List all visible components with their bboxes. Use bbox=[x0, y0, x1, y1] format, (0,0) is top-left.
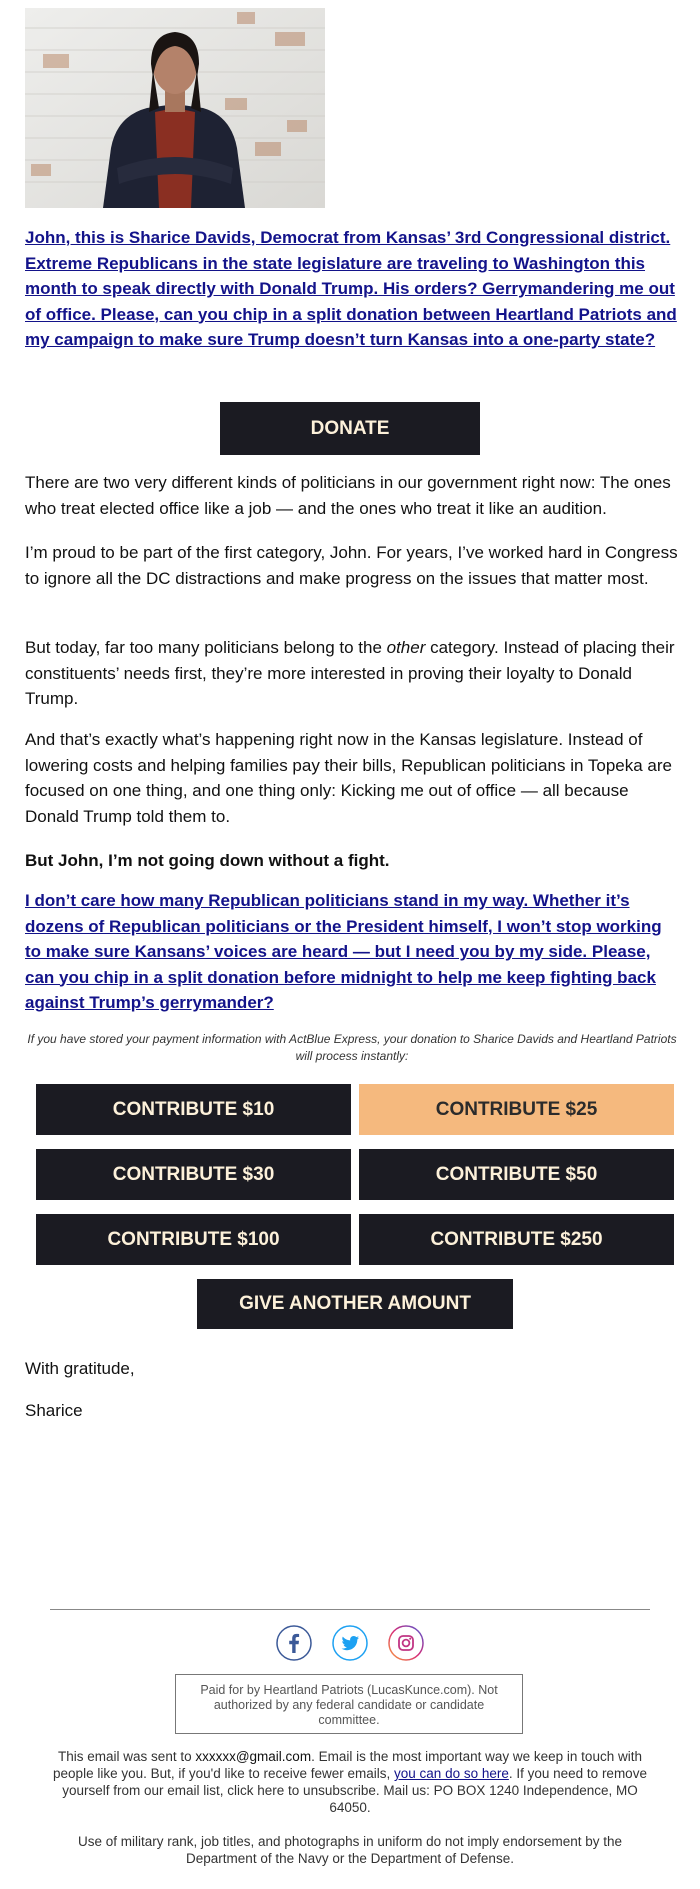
contribute-30-button[interactable]: CONTRIBUTE $30 bbox=[36, 1149, 351, 1200]
fewer-emails-link[interactable]: you can do so here bbox=[394, 1766, 509, 1781]
contribute-10-button[interactable]: CONTRIBUTE $10 bbox=[36, 1084, 351, 1135]
donate-button[interactable]: DONATE bbox=[220, 402, 480, 455]
instagram-icon-graphic bbox=[388, 1625, 424, 1661]
actblue-express-note: If you have stored your payment information with ActBlue Express, your donation to Sharice Davids and Heartland Patriots will process instantly: bbox=[27, 1032, 677, 1063]
body-paragraph-2: I’m proud to be part of the first category, John. For years, I’ve worked hard in Congress to ignore all the DC distractions and make progress on the issues that matter most. bbox=[25, 543, 678, 588]
body-paragraph-3-start: But today, far too many politicians belong to the bbox=[25, 638, 387, 657]
body-paragraph-3 bbox=[25, 635, 679, 712]
signature-name: Sharice bbox=[25, 1401, 83, 1420]
footer-sent-to bbox=[45, 1748, 655, 1816]
recipient-email: xxxxxx@gmail.com bbox=[195, 1749, 312, 1764]
body-paragraph-3-end: category. Instead of placing their constituents’ needs first, they’re more interested in proving their loyalty to Donald Trump. bbox=[25, 638, 675, 708]
lede-link[interactable]: John, this is Sharice Davids, Democrat from Kansas’ 3rd Congressional district. Extreme Republicans in the state legislature are traveling to Washington this month to speak directly with Donald Trump. His orders? Gerrymandering me out of office. Please, can you chip in a split donation between Heartland Patriots and my campaign to make sure Trump doesn’t turn Kansas into a one-party state? bbox=[25, 228, 677, 349]
paid-for-disclaimer: Paid for by Heartland Patriots (LucasKunce.com). Not authorized by any federal candidate or candidate committee. bbox=[175, 1674, 523, 1734]
footer-divider bbox=[50, 1609, 650, 1610]
body-paragraph-5: But John, I’m not going down without a fight. bbox=[25, 851, 390, 870]
appeal-link[interactable]: I don’t care how many Republican politicians stand in my way. Whether it’s dozens of Republican politicians or the President himself, I won’t stop working to make sure Kansans’ voices are heard — but I need you by my side. Please, can you chip in a split donation before midnight to help me keep fighting back against Trump’s gerrymander? bbox=[25, 891, 662, 1012]
footer-sent-to-suffix: . If you need to remove yourself from our email list, click here to unsubscribe. Mail us: PO BOX 1240 Independence, MO 64050. bbox=[62, 1766, 647, 1815]
hero-photo bbox=[25, 8, 325, 208]
twitter-icon-graphic bbox=[332, 1625, 368, 1661]
hero-photo-illustration bbox=[25, 8, 325, 208]
contribute-250-button[interactable]: CONTRIBUTE $250 bbox=[359, 1214, 674, 1265]
instagram-icon[interactable] bbox=[388, 1625, 424, 1661]
closing-line: With gratitude, bbox=[25, 1359, 135, 1378]
footer-sent-to-prefix: This email was sent to bbox=[58, 1749, 196, 1764]
military-disclaimer: Use of military rank, job titles, and photographs in uniform do not imply endorsement by the Department of the Navy or the Department of Defense. bbox=[77, 1834, 623, 1866]
body-paragraph-4: And that’s exactly what’s happening right now in the Kansas legislature. Instead of lowering costs and helping families pay their bills, Republican politicians in Topeka are focused on one thing, and one thing only: Kicking me out of office — all because Donald Trump told them to. bbox=[25, 730, 672, 826]
body-paragraph-1: There are two very different kinds of politicians in our government right now: The ones who treat elected office like a job — and the ones who treat it like an audition. bbox=[25, 473, 671, 518]
facebook-icon-graphic bbox=[276, 1625, 312, 1661]
twitter-icon[interactable] bbox=[332, 1625, 368, 1661]
contribute-100-button[interactable]: CONTRIBUTE $100 bbox=[36, 1214, 351, 1265]
contribute-25-button[interactable]: CONTRIBUTE $25 bbox=[359, 1084, 674, 1135]
footer-sent-to-middle: . Email is the most important way we keep in touch with people like you. But, if you'd like to receive fewer emails, bbox=[53, 1749, 642, 1781]
give-another-amount-button[interactable]: GIVE ANOTHER AMOUNT bbox=[197, 1279, 513, 1329]
contribute-50-button[interactable]: CONTRIBUTE $50 bbox=[359, 1149, 674, 1200]
facebook-icon[interactable] bbox=[276, 1625, 312, 1661]
body-paragraph-3-emphasis: other bbox=[386, 638, 426, 657]
